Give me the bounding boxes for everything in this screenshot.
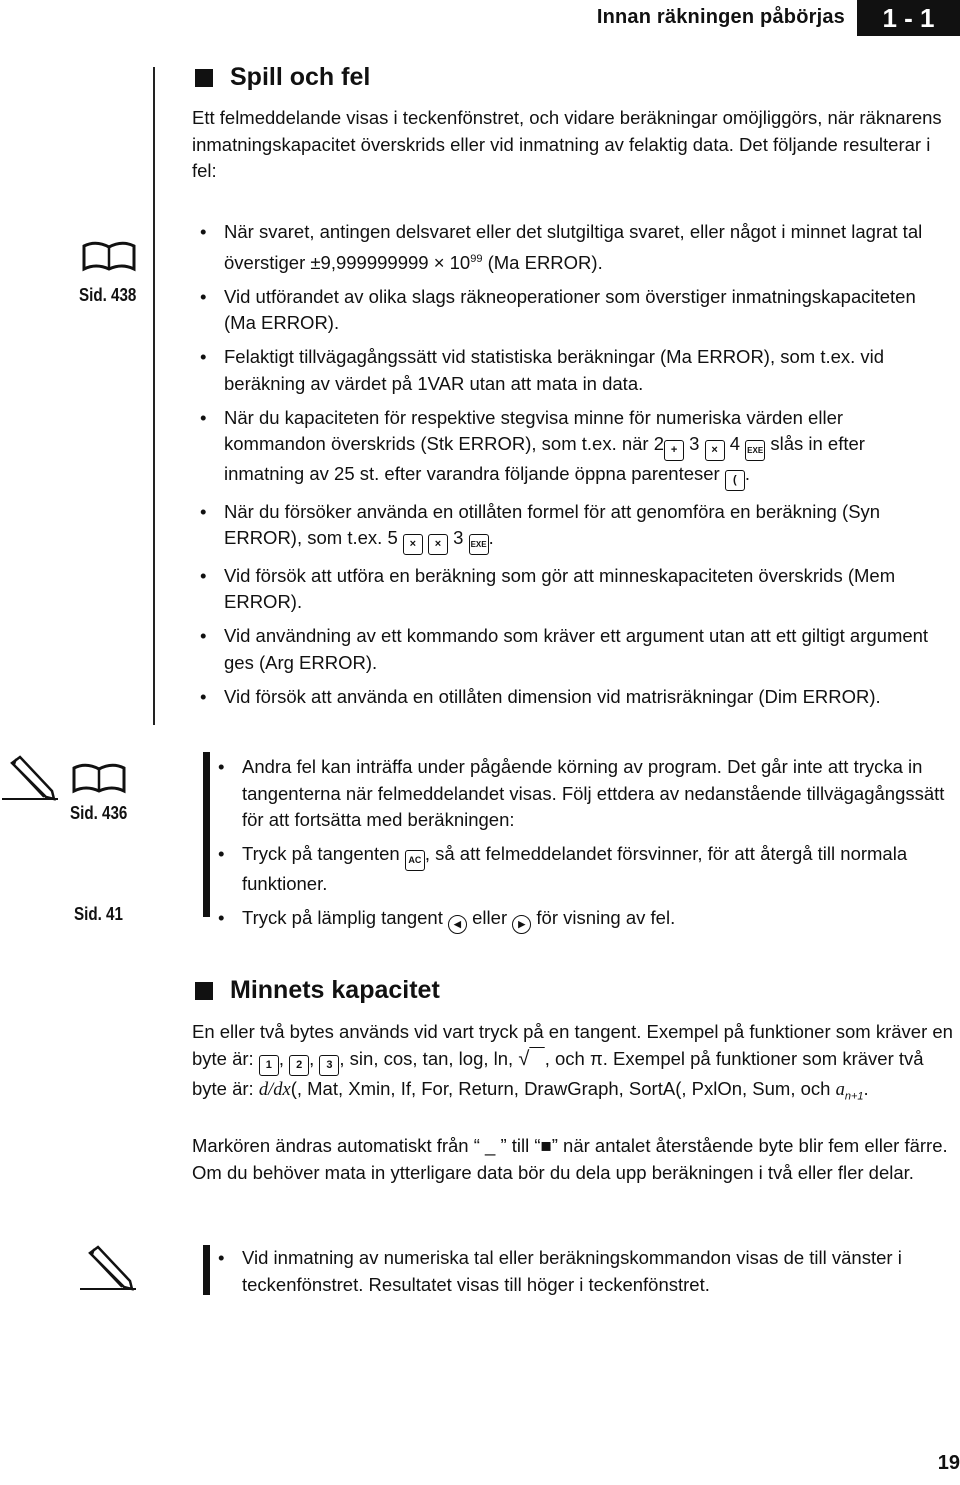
page-ref-438: Sid. 438: [79, 284, 137, 305]
page-number: 19: [937, 1452, 960, 1474]
key-1-icon: 1: [259, 1055, 279, 1076]
note1-list: [214, 754, 954, 942]
list-item: • Andra fel kan inträffa under pågående körning av program. Det går inte att trycka in tangenterna när felmeddelandet visas. Följ ettdera av nedanstående tillvägagångssätt för att fortsätta med beräkningen:: [218, 756, 945, 830]
multiply-key-icon: ×: [705, 440, 725, 461]
list-item: • När du kapaciteten för respektive stegvisa minne för numeriska värden eller kommandon överskrids (Stk ERROR), som t.ex. när 2 + 3 × 4 EXE slås in efter inmatning av 25 st. efter varandra följande öppna parenteser ( .: [196, 405, 946, 492]
list-item: • Vid användning av ett kommando som kräver ett argument utan att ett giltigt argument ges (Arg ERROR).: [200, 625, 929, 673]
key-3-icon: 3: [319, 1055, 339, 1076]
section-heading-memory: Minnets kapacitet: [195, 976, 440, 1005]
pencil-icon: [78, 1245, 140, 1298]
page-ref-41: Sid. 41: [74, 903, 123, 924]
list-item: • Tryck på lämplig tangent ◀ eller ▶ för visning av fel.: [214, 905, 954, 934]
note-bar: [203, 752, 210, 917]
heading-square-icon: [195, 982, 213, 1000]
page-ref-436: Sid. 436: [70, 802, 128, 823]
header-badge: 1 - 1: [857, 0, 960, 36]
section-heading-overflow: Spill och fel: [195, 63, 370, 92]
open-paren-key-icon: (: [725, 470, 745, 491]
heading-square-icon: [195, 69, 213, 87]
cursor-left-key-icon: ◀: [448, 915, 467, 934]
section1-intro: Ett felmeddelande visas i teckenfönstret, och vidare beräkningar omöjliggörs, när räknarens inmatningskapacitet överskrids eller vid inmatning av felaktig data. Det följande resulterar i fel:: [192, 107, 942, 181]
multiply-key-icon: ×: [403, 534, 423, 555]
cursor-right-key-icon: ▶: [512, 915, 531, 934]
sqrt-symbol: √: [518, 1047, 530, 1070]
note-bar: [203, 1245, 210, 1295]
list-item: • Vid utförandet av olika slags räkneoperationer som överstiger inmatningskapaciteten (Ma ERROR).: [200, 285, 916, 334]
multiply-key-icon: ×: [428, 534, 448, 555]
list-item: • När svaret, antingen delsvaret eller det slutgiltiga svaret, eller något i minnet lagrat tal överstiger $\pm 9,999999999 \times 10^{99}$ (Ma ERROR).: [200, 221, 923, 273]
list-item: • När du försöker använda en otillåten formel för att genomföra en beräkning (Syn ERROR), som t.ex. 5 × × 3 EXE .: [196, 499, 946, 556]
book-icon: [80, 238, 138, 277]
ac-key-icon: AC: [405, 850, 425, 871]
exe-key-icon: EXE: [745, 440, 765, 461]
list-item: • Tryck på tangenten AC , så att felmeddelandet försvinner, för att återgå till normala funktioner.: [218, 843, 908, 894]
error-list: [196, 219, 946, 718]
list-item: • Vid försök att använda en otillåten dimension vid matrisräkningar (Dim ERROR).: [200, 685, 881, 707]
margin-rule: [153, 67, 155, 725]
list-item: • Vid inmatning av numeriska tal eller beräkningskommandon visas de till vänster i teckenfönstret. Resultatet visas till höger i teckenfönstret.: [218, 1247, 902, 1295]
header-title: Innan räkningen påbörjas: [596, 6, 845, 28]
exe-key-icon: EXE: [469, 534, 489, 555]
pencil-icon: [0, 755, 62, 808]
section2-paragraph-1: En eller två bytes används vid vart tryck på en tangent. Exempel på funktioner som kräver en byte är: 1 , 2 , 3 , sin, cos, tan, log, ln, √ , och π. Exempel på funktioner som kräver två byte är: d/dx(, Mat, Xmin, If, For, Return, DrawGraph, SortA(, PxlOn, Sum, och $a_{n+1}$.: [192, 1021, 953, 1103]
key-2-icon: 2: [289, 1055, 309, 1076]
note2: [214, 1245, 954, 1306]
list-item: • Vid försök att utföra en beräkning som gör att minneskapaciteten överskrids (Mem ERROR).: [200, 564, 896, 613]
block-cursor-icon: ■: [540, 1135, 552, 1156]
list-item: • Felaktigt tillvägagångssätt vid statistiska beräkningar (Ma ERROR), som t.ex. vid beräkning av värdet på 1VAR utan att mata in data.: [200, 346, 885, 394]
book-icon: [70, 760, 128, 799]
section2-paragraph-2: Markören ändras automatiskt från “ _ ” till “■” när antalet återstående byte blir fem eller färre. Om du behöver mata in ytterligare data bör du dela upp beräkningen i två eller fler delar.: [192, 1135, 948, 1183]
plus-key-icon: +: [664, 440, 684, 461]
